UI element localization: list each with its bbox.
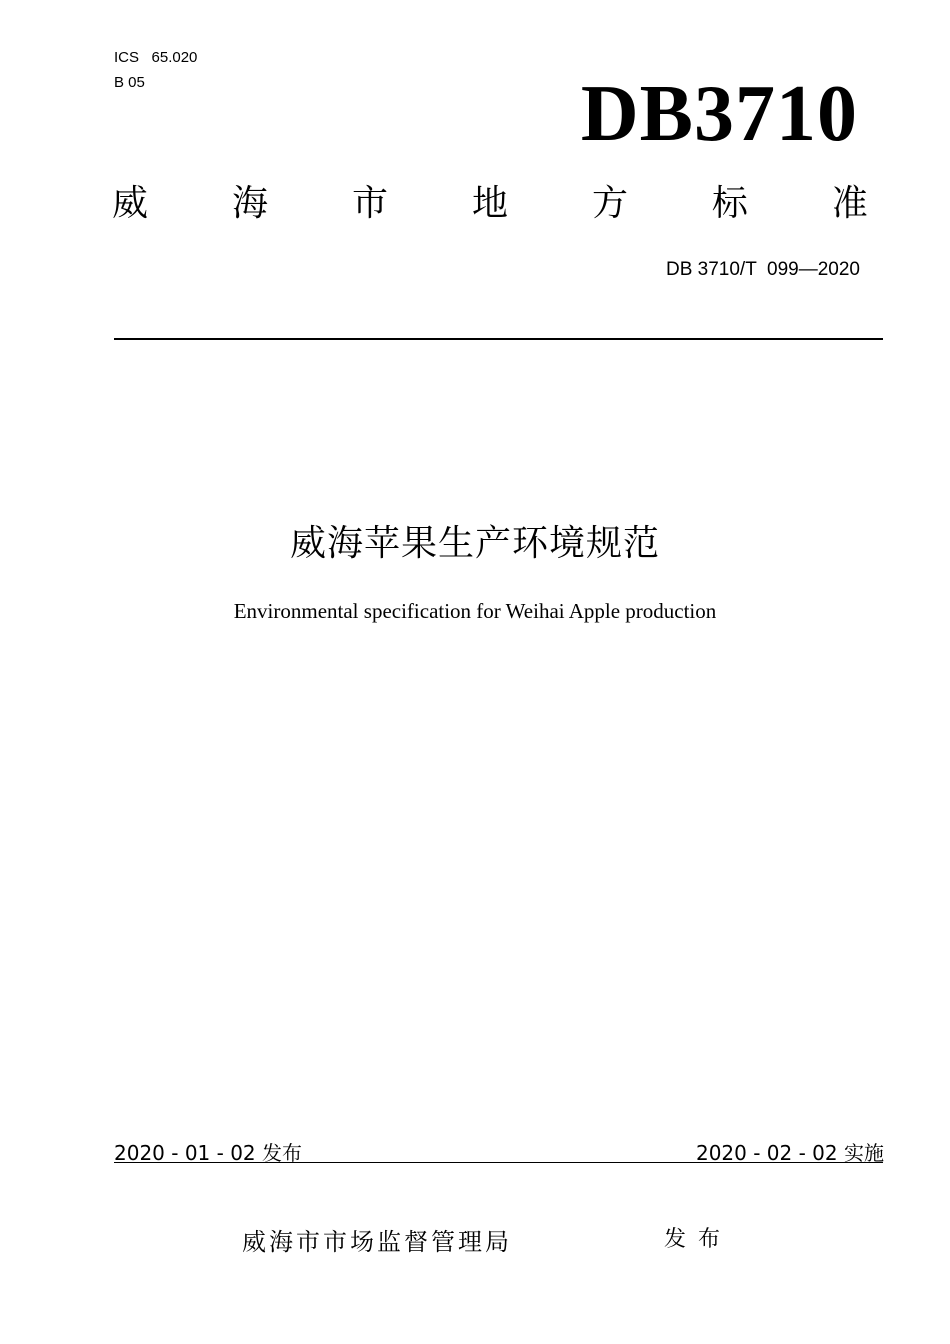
issue-date: 2020 - 01 - 02 发布 [114,1141,303,1165]
issue-label: 发布 [664,1227,733,1252]
title-english: Environmental specification for Weihai Apple production [233,599,717,623]
standard-type-char: 市 [351,183,388,224]
standard-type-char: 方 [591,183,628,224]
standard-type-char: 地 [471,183,508,224]
standard-type-char: 海 [231,183,268,224]
title-chinese: 威海苹果生产环境规范 [289,523,660,564]
standard-type-char: 威 [112,183,149,224]
ics-code: ICS 65.020 [114,49,198,66]
db-mark: DB3710 [580,70,858,158]
footer-divider [114,1162,883,1163]
standard-number: DB 3710/T 099—2020 [665,259,860,280]
header-divider [114,338,883,340]
standard-type-char: 准 [831,183,868,224]
issuing-authority: 威海市市场监督管理局 [242,1228,512,1256]
ccs-code: B 05 [114,74,145,91]
standard-type [112,184,868,224]
implementation-date: 2020 - 02 - 02 实施 [695,1141,884,1165]
standard-type-char: 标 [711,183,748,224]
